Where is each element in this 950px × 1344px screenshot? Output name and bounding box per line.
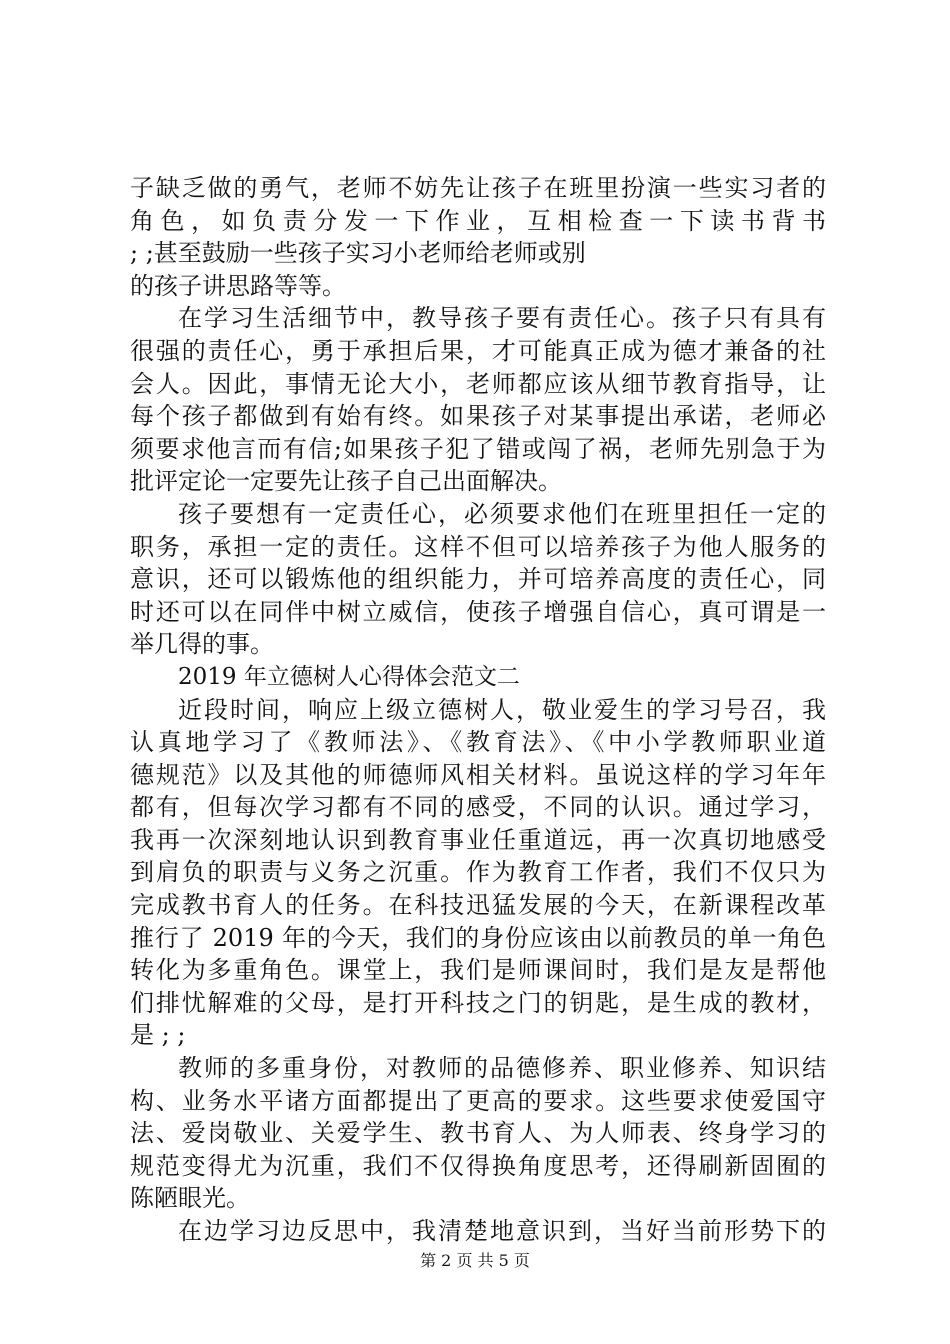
text-line: 都有，但每次学习都有不同的感受，不同的认识。通过学习，	[130, 793, 826, 822]
text-line: 认真地学习了《教师法》、《教育法》、《中小学教师职业道	[130, 728, 826, 757]
text-line: ; ;甚至鼓励一些孩子实习小老师给老师或别	[130, 239, 586, 268]
text-line: 会人。因此，事情无论大小，老师都应该从细节教育指导，让	[130, 369, 826, 398]
text-line: 构、业务水平诸方面都提出了更高的要求。这些要求使爱国守	[130, 1086, 826, 1115]
text-line: 须要求他言而有信;如果孩子犯了错或闯了祸，老师先别急于为	[130, 434, 826, 463]
text-line: 转化为多重角色。课堂上，我们是师课间时，我们是友是帮他	[130, 956, 826, 985]
text-line: 我再一次深刻地认识到教育事业任重道远，再一次真切地感受	[130, 825, 826, 854]
text-line: 是 ; ;	[130, 1021, 186, 1050]
text-line: 到肩负的职责与义务之沉重。作为教育工作者，我们不仅只为	[130, 858, 826, 887]
text-line: 意识，还可以锻炼他的组织能力，并可培养高度的责任心，同	[130, 565, 826, 594]
text-line: 孩子要想有一定责任心，必须要求他们在班里担任一定的	[178, 499, 826, 528]
text-line: 规范变得尤为沉重，我们不仅得换角度思考，还得刷新固囿的	[130, 1151, 826, 1180]
text-line: 近段时间，响应上级立德树人，敬业爱生的学习号召，我	[178, 695, 826, 724]
text-line: 职务，承担一定的责任。这样不但可以培养孩子为他人服务的	[130, 532, 826, 561]
text-line: 教师的多重身份，对教师的品德修养、职业修养、知识结	[178, 1054, 826, 1083]
text-line: 陈陋眼光。	[130, 1184, 250, 1213]
text-line: 推行了 2019 年的今天，我们的身份应该由以前教员的单一角色	[130, 923, 826, 952]
text-line: 每个孩子都做到有始有终。如果孩子对某事提出承诺，老师必	[130, 402, 826, 431]
text-line: 们排忧解难的父母，是打开科技之门的钥匙，是生成的教材，	[130, 988, 826, 1017]
text-line: 法、爱岗敬业、关爱学生、教书育人、为人师表、终身学习的	[130, 1119, 826, 1148]
document-body	[130, 172, 826, 1248]
text-line: 批评定论一定要先让孩子自己出面解决。	[130, 467, 562, 496]
text-line: 很强的责任心，勇于承担后果，才可能真正成为德才兼备的社	[130, 336, 826, 365]
text-line: 德规范》以及其他的师德师风相关材料。虽说这样的学习年年	[130, 760, 826, 789]
text-line: 时还可以在同伴中树立威信，使孩子增强自信心，真可谓是一	[130, 597, 826, 626]
text-line: 举几得的事。	[130, 630, 274, 659]
text-line: 的孩子讲思路等等。	[130, 271, 346, 300]
text-line: 在边学习边反思中，我清楚地意识到，当好当前形势下的	[178, 1217, 826, 1245]
text-line: 完成教书育人的任务。在科技迅猛发展的今天，在新课程改革	[130, 891, 826, 920]
page-footer: 第 2 页 共 5 页	[420, 1251, 530, 1270]
section-heading: 2019 年立德树人心得体会范文二	[178, 663, 520, 690]
text-line: 在学习生活细节中，教导孩子要有责任心。孩子只有具有	[178, 304, 826, 333]
text-line: 角色，如负责分发一下作业，互相检查一下读书背书	[130, 206, 826, 235]
text-line: 子缺乏做的勇气，老师不妨先让孩子在班里扮演一些实习者的	[130, 174, 826, 202]
